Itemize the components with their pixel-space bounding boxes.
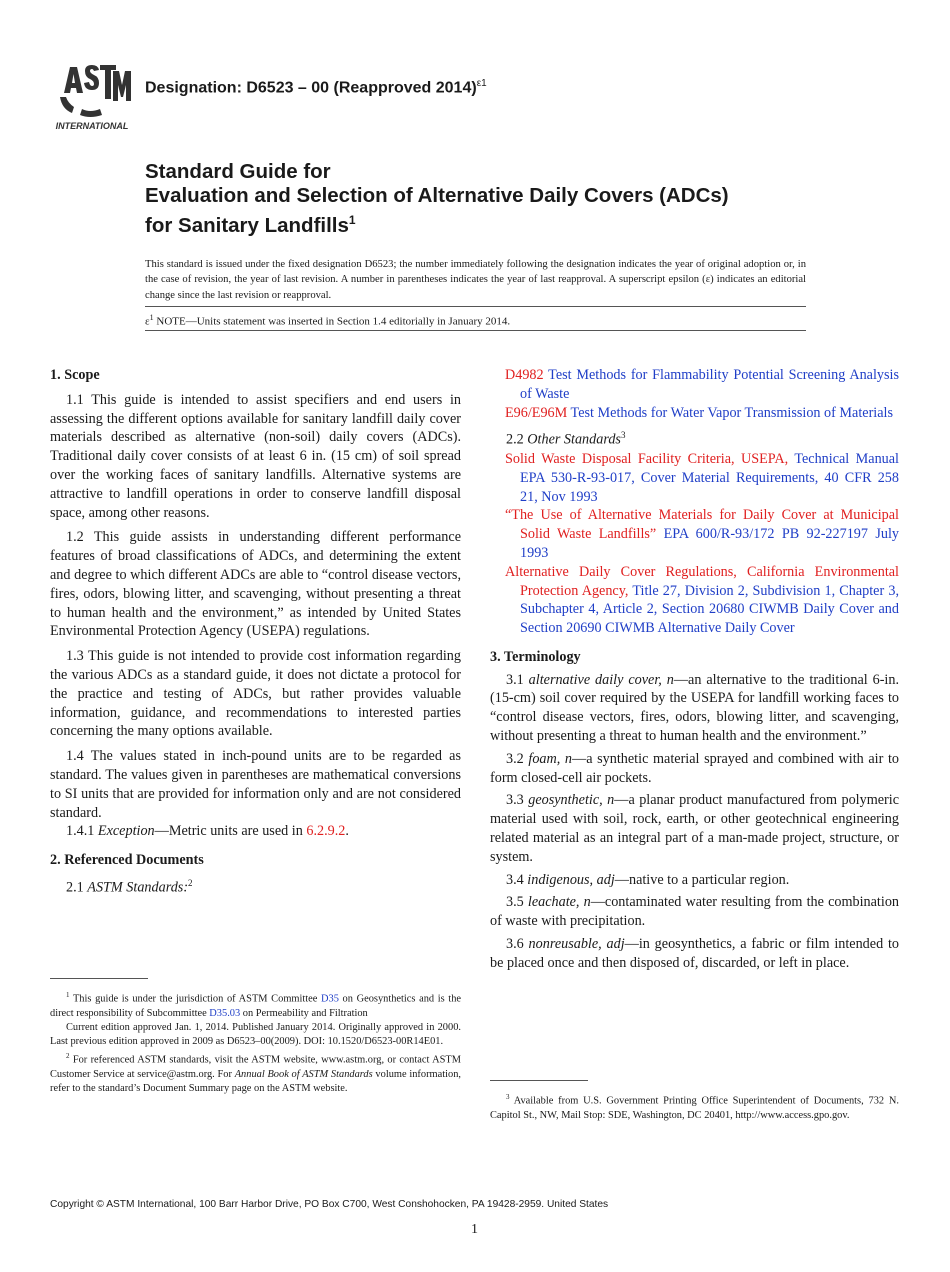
section-heading-terminology: 3. Terminology [490,648,581,665]
other-standard-detail-link[interactable]: Technical Manual EPA 530-R-93-017, Cover Material Requirements, 40 CFR 258 21, Nov 1993 [520,450,899,505]
para-number: 3.3 [506,792,529,809]
term-definition: —a planar product manufactured from polymeric material used with soil, rock, earth, or other geotechnical engineering related material as an integral part of a man-made project, structure, or system. [490,792,899,865]
term-definition: —native to a particular region. [614,871,790,888]
other-standard-detail-link[interactable]: Title 27, Division 2, Subdivision 1, Chapter 3, Subchapter 4, Article 2, Section 20680 CIWMB Daily Cover and Section 20690 CIWMB Alternative Daily Cover [520,582,900,637]
footnote-text: This guide is under the jurisdiction of ASTM Committee [69,993,322,1005]
page-number: 1 [471,1222,478,1237]
designation-sup: ε1 [476,78,487,89]
term-name: nonreusable, adj [528,936,625,953]
other-standard-detail-link[interactable]: EPA 600/R-93/172 PB 92-227197 July 1993 [520,526,899,561]
section-link-6-2-9-2[interactable]: 6.2.9.2 [306,823,346,840]
footnote-text: on Geosynthetics and is the direct responsibility of Subcommittee [50,993,462,1019]
paragraph-1-4-1 [50,822,461,841]
epsilon-note-text: NOTE—Units statement was inserted in Section 1.4 editorially in January 2014. [153,315,511,328]
designation [145,78,487,97]
reference-item [505,366,899,404]
paragraph-1-2: 1.2 This guide assists in understanding different performance features of broad classifications of ADCs, and determining the extent and degree to which different ADCs are able to “control disease vectors, fires, odors, blowing litter, and scavenging, without presenting a threat to human health and the environment,” as intended by United States Environmental Protection Agency (USEPA) regulations. [50,529,461,640]
footnote-2 [50,1049,461,1096]
footnote-divider [490,1080,588,1081]
logo-international-text: INTERNATIONAL [55,121,129,131]
footnotes-left [50,988,461,1096]
para-number: 3.1 [506,671,529,688]
para-number: 2.1 [66,879,88,896]
paragraph-2-2 [490,426,899,450]
astm-logo-graphic [50,57,134,131]
footnote-text: For referenced ASTM standards, visit the ASTM website, www.astm.org, or contact ASTM Customer Service at service@astm.org. For [50,1054,461,1080]
footnote-mark: 2 [188,877,193,888]
term-name: alternative daily cover, n [528,671,674,688]
para-number: 3.6 [506,936,529,953]
standard-link-e96[interactable]: E96/E96M [505,404,568,421]
other-standard-title-link[interactable]: Solid Waste Disposal Facility Criteria, USEPA, [505,450,789,467]
other-standard-title-link[interactable]: “The Use of Alternative Materials for Daily Cover at Municipal Solid Waste Landfills” [505,507,899,543]
title-line-3 [145,208,845,238]
footnote-text: Available from U.S. Government Printing Office Superintendent of Documents, 732 N. Capitol St., NW, Mail Stop: SDE, Washington, DC 20401, http://www.access.gpo.gov. [490,1095,899,1121]
term-definition: —in geosynthetics, a fabric or film intended to be placed once and then disposed of, discarded, or left in place. [490,936,900,971]
term-3-6 [490,935,899,973]
committee-link-d35[interactable]: D35 [321,993,339,1005]
astm-logo [50,57,134,131]
epsilon-sup: 1 [149,313,154,322]
title-line-3-text: for Sanitary Landfills [145,213,349,237]
term-definition: —contaminated water resulting from the combination of waste with precipitation. [490,894,900,930]
other-standard-item [505,450,899,506]
page-title [145,160,845,238]
para-number: 3.5 [506,894,528,911]
term-name: leachate, n [527,894,591,911]
divider [145,330,806,331]
footnote-1 [50,988,461,1021]
term-3-2 [490,750,899,788]
para-number: 1.4.1 [66,823,98,840]
term-name: indigenous, adj [527,871,615,888]
term-3-4 [490,871,899,890]
footnote-mark: 3 [620,430,626,441]
book-title: Annual Book of ASTM Standards [234,1068,373,1080]
term-3-5 [490,893,899,931]
right-column [490,366,899,973]
para-number: 3.4 [506,871,528,888]
paragraph-1-4: 1.4 The values stated in inch-pound units are to be regarded as standard. The values given in parentheses are mathematical conversions to SI units that are provided for information only and are not considered standard. [50,748,461,821]
designation-text: Designation: D6523 – 00 (Reapproved 2014) [145,79,477,97]
left-column [50,366,461,897]
section-heading-scope: 1. Scope [50,367,100,383]
paragraph-1-1: 1.1 This guide is intended to assist specifiers and end users in assessing the different options available for sanitary landfill daily cover materials described as alternative (non-soil) daily covers (ADCs). Traditional daily cover consists of at least 6 in. (15 cm) of soil spread over the working faces of sanitary landfills. Alternative systems are attractive to landfill operations in order to conserve landfill disposal space, among other reasons. [50,391,461,521]
standard-link-d4982[interactable]: D4982 [505,367,544,383]
term-name: geosynthetic, n [528,792,615,809]
footnote-mark: 2 [66,1052,70,1061]
subcommittee-link-d35-03[interactable]: D35.03 [209,1007,241,1019]
standard-title-link[interactable]: Test Methods for Water Vapor Transmission of Materials [567,404,893,421]
footnote-3 [490,1090,899,1123]
other-standards-label: Other Standards [527,432,621,449]
footnote-right [490,1090,899,1123]
epsilon-mark: ε [145,315,150,328]
title-line-1: Standard Guide for [145,160,331,183]
other-standard-title-link[interactable]: Alternative Daily Cover Regulations, California Environmental Protection Agency, [505,563,899,599]
footnote-text: on Permeability and Filtration [240,1007,368,1019]
term-3-3 [490,791,899,866]
footnote-mark: 3 [506,1093,510,1101]
para-number: 3.2 [506,750,529,767]
exception-label: Exception [97,823,155,840]
standard-title-link[interactable]: Test Methods for Flammability Potential Screening Analysis of Waste [520,367,899,402]
footnote-text: volume information, refer to the standard’s Document Summary page on the ASTM website. [50,1068,461,1095]
standard-note: This standard is issued under the fixed designation D6523; the number immediately following the designation indicates the year of original adoption or, in the case of revision, the year of last revision. A number in parentheses indicates the year of last reapproval. A superscript epsilon (ε) indicates an editorial change since the last revision or reapproval. [145,259,806,301]
copyright-notice: Copyright © ASTM International, 100 Barr Harbor Drive, PO Box C700, West Conshohocken, PA 19428-2959. United States [50,1199,609,1210]
term-definition: —a synthetic material sprayed and combined with air to form closed-cell air pockets. [490,750,900,786]
divider [145,306,806,307]
other-standard-item [505,506,899,562]
reference-item [505,404,899,423]
epsilon-note [145,313,510,328]
other-standard-item [505,563,899,638]
title-footnote-mark: 1 [348,213,356,227]
para-text: —Metric units are used in [154,823,307,840]
term-3-1 [490,671,899,746]
term-definition: —an alternative to the traditional 6-in. (15-cm) soil cover required by the USEPA for landfill working faces to “control disease vectors, fires, odors, blowing litter, and scavenging, without presenting a threat to human health and the environment.” [490,671,900,745]
section-heading-referenced-documents: 2. Referenced Documents [50,852,204,869]
paragraph-1-3: 1.3 This guide is not intended to provide cost information regarding the various ADCs as a standard guide, it does not dictate a protocol for the practice and testing of ADCs, but rather provides valuable information, guidance, and recommendations to interested parties concerning the many options available. [50,648,461,740]
astm-standards-label: ASTM Standards: [87,879,189,896]
footnote-divider [50,978,148,979]
term-name: foam, n [528,750,573,767]
paragraph-2-1 [50,874,461,898]
footnote-mark: 1 [66,991,70,999]
title-line-2: Evaluation and Selection of Alternative Daily Covers (ADCs) [145,184,729,207]
para-number: 2.2 [506,432,528,449]
para-text: . [345,823,349,840]
footnote-1-edition: Current edition approved Jan. 1, 2014. Published January 2014. Originally approved in 2000. Last previous edition approved in 2009 as D6523–00(2009). DOI: 10.1520/D6523-00R14E01. [50,1021,461,1048]
